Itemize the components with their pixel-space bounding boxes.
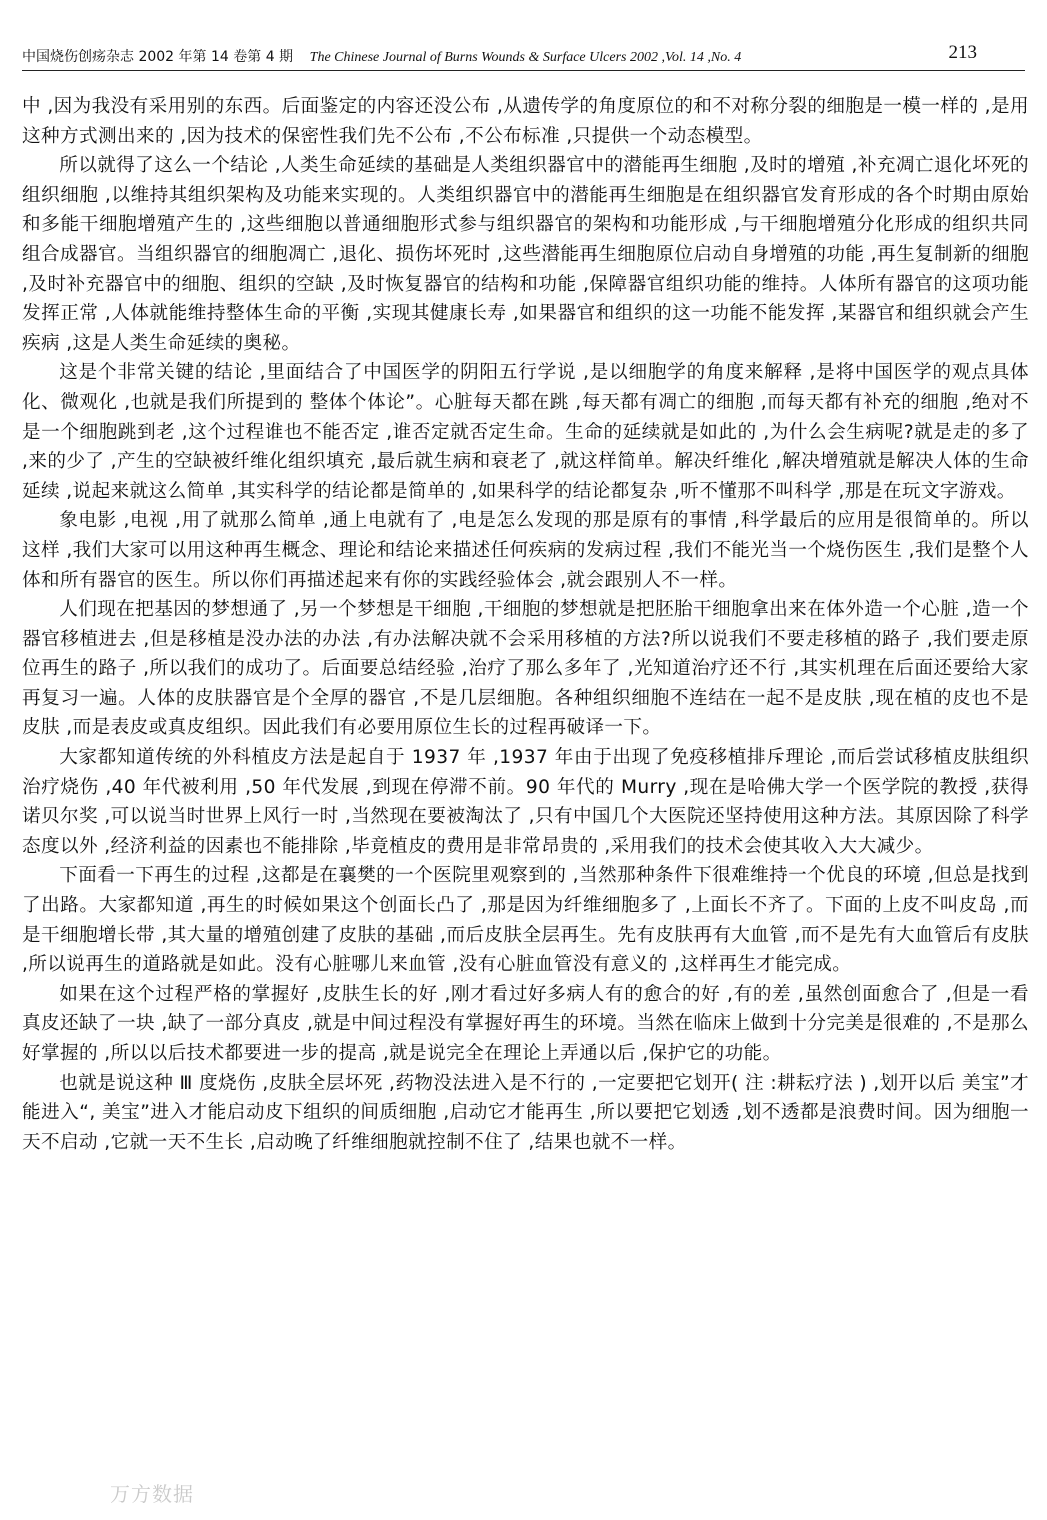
paragraph: 所以就得了这么一个结论 ,人类生命延续的基础是人类组织器官中的潜能再生细胞 ,及时的增殖 ,补充凋亡退化坏死的组织细胞 ,以维持其组织架构及功能来实现的。人类组织器官中的潜能再生细胞是在组织器官发育形成的各个时期由原始和多能干细胞增殖产生的 ,这些细胞以普通细胞形式参与组织器官的架构和功能形成 ,与干细胞增殖分化形成的组织共同组合成器官。当组织器官的细胞凋亡 ,退化、损伤坏死时 ,这些潜能再生细胞原位启动自身增殖的功能 ,再生复制新的细胞 ,及时补充器官中的细胞、组织的空缺 ,及时恢复器官的结构和功能 ,保障器官组织功能的维持。人体所有器官的这项功能发挥正常 ,人体就能维持整体生命的平衡 ,实现其健康长寿 ,如果器官和组织的这一功能不能发挥 ,某器官和组织就会产生疾病 ,这是人类生命延续的奥秘。 [22, 155, 1029, 354]
journal-title-chinese: 中国烧伤创疡杂志 2002 年第 14 卷第 4 期 [22, 49, 294, 65]
watermark: 万方数据 [110, 1482, 194, 1506]
paragraph: 如果在这个过程严格的掌握好 ,皮肤生长的好 ,刚才看过好多病人有的愈合的好 ,有的差 ,虽然创面愈合了 ,但是一看真皮还缺了一块 ,缺了一部分真皮 ,就是中间过程没有掌握好再生的环境。当然在临床上做到十分完美是很难的 ,不是那么好掌握的 ,所以以后技术都要进一步的提高 ,就是说完全在理论上弄通以后 ,保护它的功能。 [22, 983, 1029, 1064]
paragraph: 这是个非常关键的结论 ,里面结合了中国医学的阴阳五行学说 ,是以细胞学的角度来解释 ,是将中国医学的观点具体化、微观化 ,也就是我们所提到的 整体个体论”。心脏每天都在跳 ,每天都有凋亡的细胞 ,而每天都有补充的细胞 ,绝对不是一个细胞跳到老 ,这个过程谁也不能否定 ,谁否定就否定生命。生命的延续就是如此的 ,为什么会生病呢?就是走的多了 ,来的少了 ,产生的空缺被纤维化组织填充 ,最后就生病和衰老了 ,就这样简单。解决纤维化 ,解决增殖就是解决人体的生命延续 ,说起来就这么简单 ,其实科学的结论都是简单的 ,如果科学的结论都复杂 ,听不懂那不叫科学 ,那是在玩文字游戏。 [22, 362, 1029, 502]
paragraph: 大家都知道传统的外科植皮方法是起自于 1937 年 ,1937 年由于出现了免疫移植排斥理论 ,而后尝试移植皮肤组织治疗烧伤 ,40 年代被利用 ,50 年代发展 ,到现在停滞不前。90 年代的 Murry ,现在是哈佛大学一个医学院的教授 ,获得诺贝尔奖 ,可以说当时世界上风行一时 ,当然现在要被淘汰了 ,只有中国几个大医院还坚持使用这种方法。其原因除了科学态度以外 ,经济利益的因素也不能排除 ,毕竟植皮的费用是非常昂贵的 ,采用我们的技术会使其收入大大减少。 [22, 747, 1029, 857]
paragraph: 人们现在把基因的梦想通了 ,另一个梦想是干细胞 ,干细胞的梦想就是把胚胎干细胞拿出来在体外造一个心脏 ,造一个器官移植进去 ,但是移植是没办法的办法 ,有办法解决就不会采用移植的方法?所以说我们不要走移植的路子 ,我们要走原位再生的路子 ,所以我们的成功了。后面要总结经验 ,治疗了那么多年了 ,光知道治疗还不行 ,其实机理在后面还要给大家再复习一遍。人体的皮肤器官是个全厚的器官 ,不是几层细胞。各种组织细胞不连结在一起不是皮肤 ,现在植的皮也不是皮肤 ,而是表皮或真皮组织。因此我们有必要用原位生长的过程再破译一下。 [22, 599, 1029, 739]
article-body [22, 92, 1029, 1157]
paragraph: 也就是说这种 Ⅲ 度烧伤 ,皮肤全层坏死 ,药物没法进入是不行的 ,一定要把它划开( 注 :耕耘疗法 ) ,划开以后 美宝”才能进入“, 美宝”进入才能启动皮下组织的间质细胞 ,启动它才能再生 ,所以要把它划透 ,划不透都是浪费时间。因为细胞一天不启动 ,它就一天不生长 ,启动晚了纤维细胞就控制不住了 ,结果也就不一样。 [22, 1072, 1029, 1153]
running-header [22, 44, 1025, 71]
journal-title-english: The Chinese Journal of Burns Wounds & Surface Ulcers 2002 ,Vol. 14 ,No. 4 [309, 50, 742, 65]
page-number: 213 [948, 42, 977, 63]
paragraph: 下面看一下再生的过程 ,这都是在襄樊的一个医院里观察到的 ,当然那种条件下很难维持一个优良的环境 ,但总是找到了出路。大家都知道 ,再生的时候如果这个创面长凸了 ,那是因为纤维细胞多了 ,上面长不齐了。下面的上皮不叫皮岛 ,而是干细胞增长带 ,其大量的增殖创建了皮肤的基础 ,而后皮肤全层再生。先有皮肤再有大血管 ,而不是先有大血管后有皮肤 ,所以说再生的道路就是如此。没有心脏哪儿来血管 ,没有心脏血管没有意义的 ,这样再生才能完成。 [22, 865, 1029, 976]
paragraph: 象电影 ,电视 ,用了就那么简单 ,通上电就有了 ,电是怎么发现的那是原有的事情 ,科学最后的应用是很简单的。所以这样 ,我们大家可以用这种再生概念、理论和结论来描述任何疾病的发病过程 ,我们不能光当一个烧伤医生 ,我们是整个人体和所有器官的医生。所以你们再描述起来有你的实践经验体会 ,就会跟别人不一样。 [22, 510, 1029, 591]
paragraph-continuation: 中 ,因为我没有采用别的东西。后面鉴定的内容还没公布 ,从遗传学的角度原位的和不对称分裂的细胞是一模一样的 ,是用这种方式测出来的 ,因为技术的保密性我们先不公布 ,不公布标准 ,只提供一个动态模型。 [22, 96, 1029, 147]
